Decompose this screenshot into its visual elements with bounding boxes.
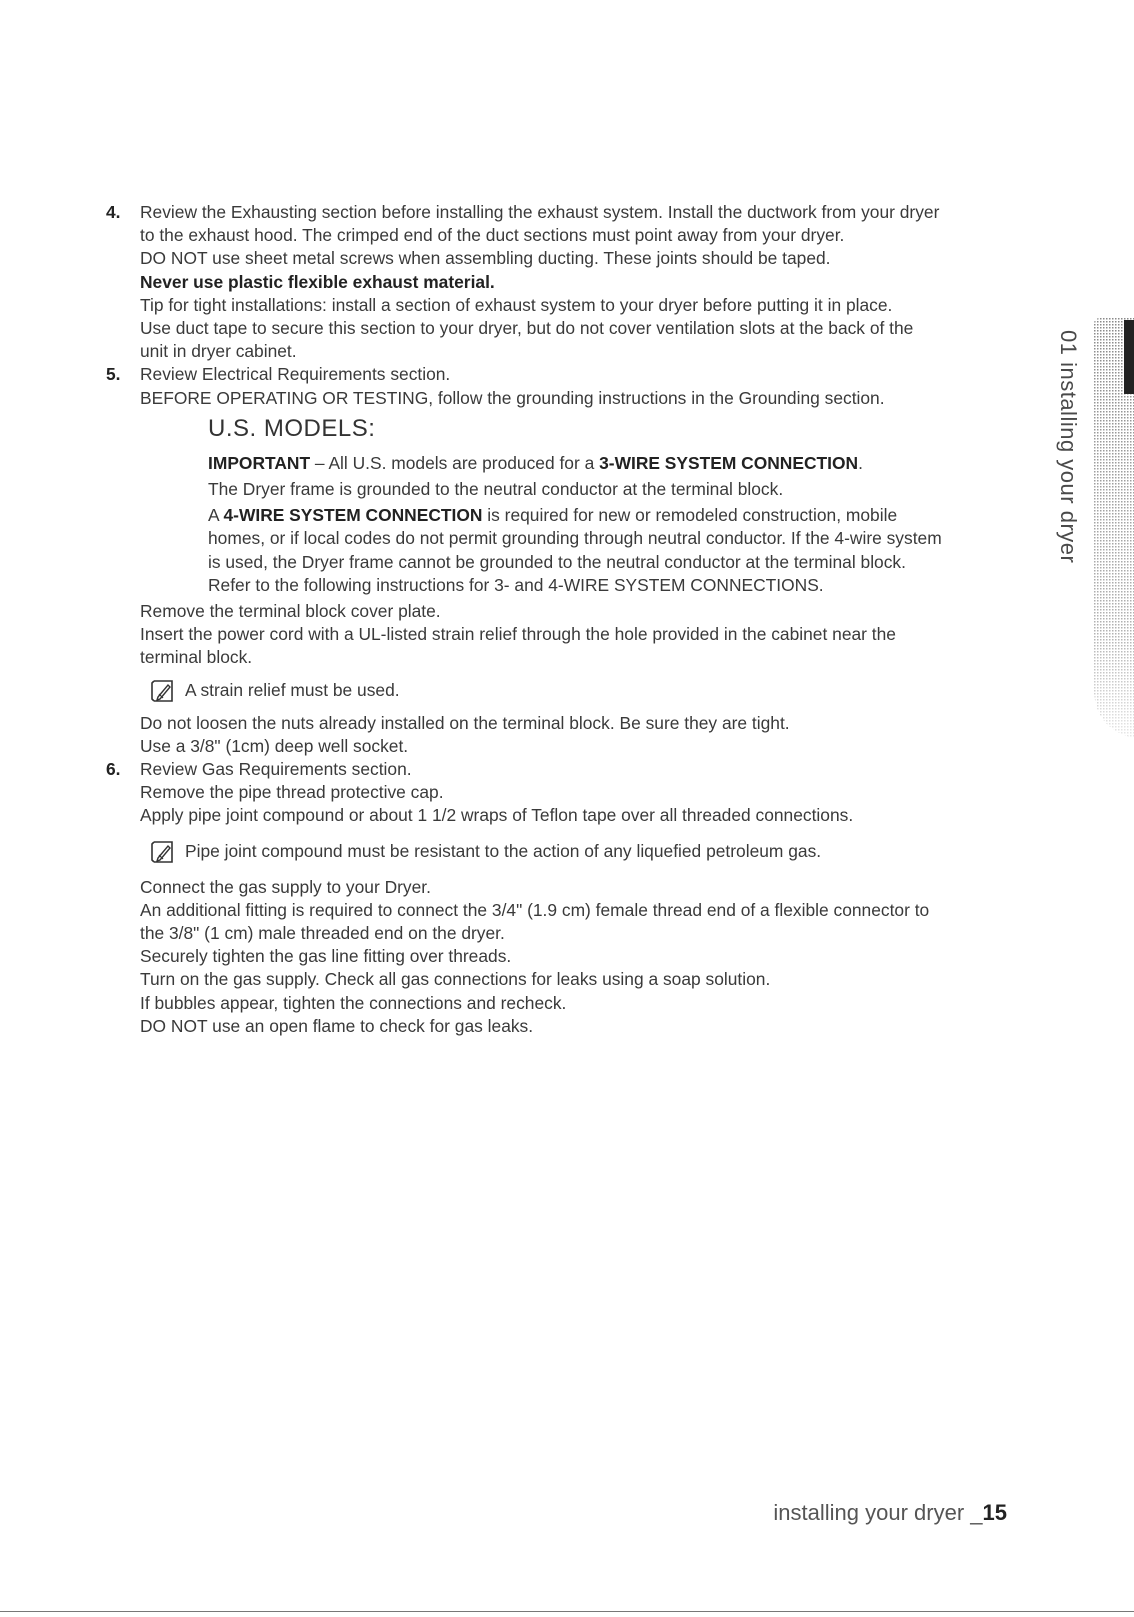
text-line: Use a 3/8" (1cm) deep well socket.: [140, 735, 409, 756]
four-wire-bold: 4-WIRE SYSTEM CONNECTION: [223, 505, 483, 526]
text-line: the 3/8" (1 cm) male threaded end on the dryer.: [140, 923, 505, 944]
instruction-body: [108, 201, 1048, 1038]
step-5: [108, 363, 1048, 758]
warning-line: Never use plastic flexible exhaust material.: [140, 271, 495, 292]
note-text: A strain relief must be used.: [185, 680, 400, 701]
text-line: homes, or if local codes do not permit grounding through neutral conductor. If the 4-wire system: [208, 528, 942, 549]
text-line: is used, the Dryer frame cannot be grounded to the neutral conductor at the terminal block.: [208, 551, 906, 572]
text-line: Review the Exhausting section before installing the exhaust system. Install the ductwork from your dryer: [140, 202, 940, 222]
text-line: If bubbles appear, tighten the connections and recheck.: [140, 992, 567, 1013]
text-line: Review Gas Requirements section.: [140, 759, 412, 780]
text-line: Apply pipe joint compound or about 1 1/2 wraps of Teflon tape over all threaded connections.: [140, 805, 854, 826]
note-pipe-compound: [150, 840, 1048, 864]
text-line: The Dryer frame is grounded to the neutral conductor at the terminal block.: [208, 479, 784, 500]
text-line: to the exhaust hood. The crimped end of the duct sections must point away from your dryer.: [140, 225, 845, 246]
important-text: – All U.S. models are produced for a: [310, 452, 600, 473]
text-line: unit in dryer cabinet.: [140, 341, 297, 362]
step-6: [108, 758, 1048, 1038]
page-number: 15: [982, 1500, 1007, 1525]
page-bottom-rule: [0, 1611, 1134, 1612]
text-span: is required for new or remodeled construction, mobile: [482, 505, 898, 526]
text-line: BEFORE OPERATING OR TESTING, follow the grounding instructions in the Grounding section.: [140, 387, 885, 408]
text-line: Refer to the following instructions for 3- and 4-WIRE SYSTEM CONNECTIONS.: [208, 574, 824, 595]
chapter-tab-label: 01 installing your dryer: [1056, 330, 1081, 564]
footer-title: installing your dryer _: [773, 1500, 983, 1525]
text-line: Do not loosen the nuts already installed on the terminal block. Be sure they are tight.: [140, 712, 790, 733]
note-strain-relief: [150, 679, 1048, 703]
step-number: 4.: [106, 202, 121, 222]
text-line: An additional fitting is required to connect the 3/4" (1.9 cm) female thread end of a flexible connector to: [140, 899, 930, 920]
text-line: DO NOT use an open flame to check for gas leaks.: [140, 1015, 534, 1036]
step-number: 6.: [106, 759, 121, 780]
section-heading: U.S. MODELS:: [208, 414, 376, 442]
step-number: 5.: [106, 364, 121, 385]
important-label: IMPORTANT: [208, 452, 311, 473]
step-4: [108, 201, 1048, 363]
text-line: Securely tighten the gas line fitting over threads.: [140, 946, 512, 967]
four-wire-line: [208, 504, 1048, 527]
chapter-tab-marker: [1124, 320, 1134, 394]
text-span: A: [208, 505, 224, 526]
note-pencil-icon: [150, 679, 176, 703]
text-line: Turn on the gas supply. Check all gas connections for leaks using a soap solution.: [140, 969, 771, 990]
important-line: [208, 452, 1048, 475]
text-line: Use duct tape to secure this section to your dryer, but do not cover ventilation slots at the back of the: [140, 318, 914, 339]
note-pencil-icon: [150, 840, 176, 864]
text-line: Tip for tight installations: install a section of exhaust system to your dryer before putting it in place.: [140, 294, 893, 315]
text-line: Insert the power cord with a UL-listed strain relief through the hole provided in the cabinet near the: [140, 624, 896, 645]
important-bold: 3-WIRE SYSTEM CONNECTION: [599, 452, 859, 473]
text-line: Review Electrical Requirements section.: [140, 364, 451, 385]
page-footer: [773, 1500, 1007, 1526]
note-text: Pipe joint compound must be resistant to the action of any liquefied petroleum gas.: [185, 841, 822, 862]
text-line: Connect the gas supply to your Dryer.: [140, 876, 431, 897]
text-line: terminal block.: [140, 647, 253, 668]
text-line: DO NOT use sheet metal screws when assembling ducting. These joints should be taped.: [140, 248, 831, 269]
text-line: Remove the terminal block cover plate.: [140, 601, 441, 622]
important-end: .: [858, 452, 863, 473]
text-line: Remove the pipe thread protective cap.: [140, 782, 444, 803]
